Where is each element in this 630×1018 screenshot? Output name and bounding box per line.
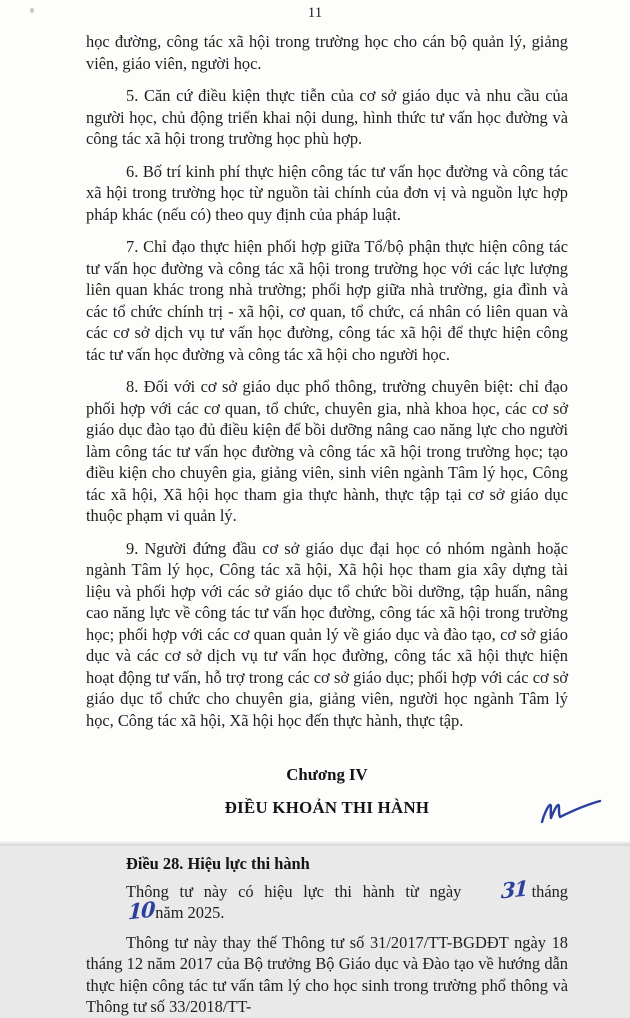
scan-artifact-dot <box>30 8 34 13</box>
effective-date-line <box>86 874 568 925</box>
paragraph-clause-6: 6. Bố trí kinh phí thực hiện công tác tư vấn học đường và công tác xã hội trong trường học từ nguồn tài chính của đơn vị và nguồn lực hợp pháp khác (nếu có) theo quy định của pháp luật. <box>86 161 568 224</box>
page-number: 11 <box>307 5 323 21</box>
paragraph-clause-9: 9. Người đứng đầu cơ sở giáo dục đại học có nhóm ngành hoặc ngành Tâm lý học, Công tác xã hội, Xã hội học tham gia xây dựng tài liệu và phối hợp với các sở giáo dục tổ chức bồi dưỡng, tập huấn, nâng cao năng lực về công tác tư vấn học đường, công tác xã hội trong trường học; phối hợp với các cơ quan quản lý về giáo dục và đào tạo, cơ sở giáo dục và các cơ sở dịch vụ tư vấn học đường, công tác xã hội thực hiện hoạt động tư vấn, hỗ trợ trong các cơ sở giáo dục; phối hợp với các cơ sở giáo dục tổ chức cho chuyên gia, giảng viên, người học ngành Tâm lý học, Công tác xã hội, Xã hội học đến thực hành, thực tập. <box>86 538 568 730</box>
paragraph-clause-7: 7. Chỉ đạo thực hiện phối hợp giữa Tổ/bộ phận thực hiện công tác tư vấn học đường và công tác xã hội trong trường học với các lực lượng liên quan khác trong nhà trường; phối hợp giữa nhà trường, gia đình và các tổ chức chính trị - xã hội, cơ quan, tổ chức, cá nhân có liên quan và các cơ sở dịch vụ tư vấn học đường, công tác xã hội để thực hiện công tác tư vấn học đường và công tác xã hội cho người học. <box>86 237 568 364</box>
chapter-title: ĐIỀU KHOẢN THI HÀNH <box>224 797 430 817</box>
document-content <box>0 22 630 1018</box>
chapter-label: Chương IV <box>286 765 368 784</box>
effective-date-suffix: năm 2025. <box>155 903 225 922</box>
chapter-heading-block <box>86 764 568 818</box>
article-heading: Điều 28. Hiệu lực thi hành <box>126 854 310 873</box>
paragraph-replacement: Thông tư này thay thế Thông tư số 31/2017/TT-BGDĐT ngày 18 tháng 12 năm 2017 của Bộ trưởng Bộ Giáo dục và Đào tạo về hướng dẫn thực hiện công tác tư vấn tâm lý cho học sinh trong trường phổ thông và Thông tư số 33/2018/TT- <box>86 932 568 1016</box>
handwritten-month-value: 10 <box>127 896 155 925</box>
effective-date-middle: tháng <box>531 881 568 901</box>
paragraph-clause-5: 5. Căn cứ điều kiện thực tiễn của cơ sở giáo dục và nhu cầu của người học, chủ động triển khai nội dung, hình thức tư vấn học đường và công tác xã hội trong trường học phù hợp. <box>86 86 568 148</box>
paragraph-continuation: học đường, công tác xã hội trong trường học cho cán bộ quản lý, giảng viên, giáo viên, người học. <box>86 32 568 73</box>
handwritten-day-value: 31 <box>500 874 528 903</box>
effective-date-prefix: Thông tư này có hiệu lực thi hành từ ngày <box>126 881 462 901</box>
handwritten-initials-mark <box>536 794 606 828</box>
paragraph-clause-8: 8. Đối với cơ sở giáo dục phổ thông, trường chuyên biệt: chỉ đạo phối hợp với các cơ quan, tổ chức, chuyên gia, nhà khoa học, các cơ sở giáo dục đào tạo đủ điều kiện để bồi dưỡng nâng cao năng lực cho người làm công tác tư vấn học đường và công tác xã hội trong trường học; tạo điều kiện cho chuyên gia, giảng viên, sinh viên ngành Tâm lý học, Công tác xã hội, Xã hội học tham gia thực hành, thực tập tại cơ sở giáo dục thuộc phạm vi quản lý. <box>86 377 568 525</box>
scan-edge-shadow <box>0 841 630 846</box>
